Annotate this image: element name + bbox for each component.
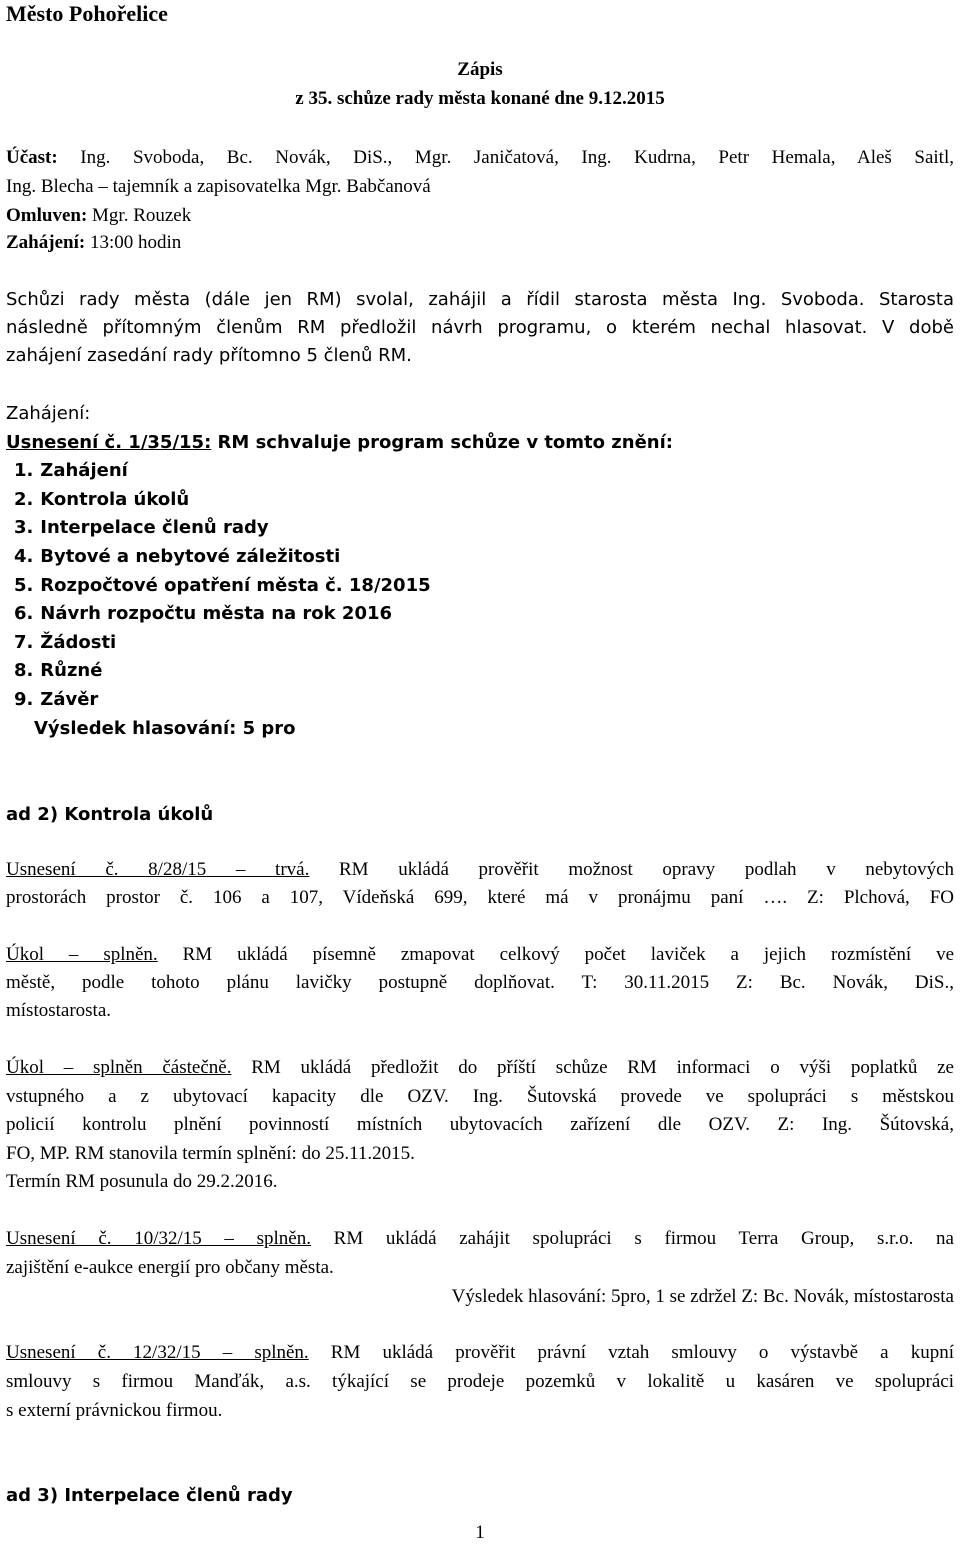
section-3-heading: ad 3) Interpelace členů rady xyxy=(6,1485,293,1506)
intro-paragraph-line-3: zahájení zasedání rady přítomno 5 členů RM. xyxy=(6,345,412,366)
document-title: Zápis xyxy=(457,59,503,80)
attendance-line xyxy=(6,146,954,170)
agenda-item: 8. Různé xyxy=(14,660,103,681)
task-ref: Usnesení č. 8/28/15 – trvá. xyxy=(6,859,310,880)
section-2-heading: ad 2) Kontrola úkolů xyxy=(6,804,214,825)
task-ref: Usnesení č. 10/32/15 – splněn. xyxy=(6,1228,311,1249)
excused-text: Mgr. Rouzek xyxy=(87,205,192,226)
intro-paragraph-line-2: následně přítomným členům RM předložil návrh programu, o kterém nechal hlasovat. V době xyxy=(6,317,954,338)
attendance-members: Ing. Svoboda, Bc. Novák, DiS., Mgr. Janičatová, Ing. Kudrna, Petr Hemala, Aleš Saitl, xyxy=(57,147,954,168)
resolution-ref: Usnesení č. 1/35/15: xyxy=(6,432,212,453)
agenda-item: 1. Zahájení xyxy=(14,460,128,481)
opening-label: Zahájení: xyxy=(6,403,91,424)
agenda-item: 5. Rozpočtové opatření města č. 18/2015 xyxy=(14,575,431,596)
document-subtitle: z 35. schůze rady města konané dne 9.12.2015 xyxy=(295,88,665,109)
agenda-item: 6. Návrh rozpočtu města na rok 2016 xyxy=(14,603,393,624)
start-line xyxy=(6,231,181,255)
task-ref: Usnesení č. 12/32/15 – splněn. xyxy=(6,1342,309,1363)
task-ref: Úkol – splněn. xyxy=(6,944,158,965)
excused-label: Omluven: xyxy=(6,205,88,226)
intro-paragraph-line-1: Schůzi rady města (dále jen RM) svolal, zahájil a řídil starosta města Ing. Svoboda. Starosta xyxy=(6,289,954,310)
agenda-item: 3. Interpelace členů rady xyxy=(14,517,269,538)
start-text: 13:00 hodin xyxy=(85,232,182,253)
city-header: Město Pohořelice xyxy=(6,1,168,26)
program-resolution xyxy=(6,431,673,455)
agenda-item: 2. Kontrola úkolů xyxy=(14,489,190,510)
agenda-vote-result: Výsledek hlasování: 5 pro xyxy=(34,718,296,739)
task-ref: Úkol – splněn částečně. xyxy=(6,1057,232,1078)
attendance-line-2: Ing. Blecha – tajemník a zapisovatelka Mgr. Babčanová xyxy=(6,176,431,197)
start-label: Zahájení: xyxy=(6,232,86,253)
task-vote-result: Výsledek hlasování: 5pro, 1 se zdržel Z: Bc. Novák, místostarosta xyxy=(451,1286,954,1307)
page-number: 1 xyxy=(475,1522,485,1543)
excused-line xyxy=(6,204,191,228)
attendance-label: Účast: xyxy=(6,147,58,168)
agenda-item: 4. Bytové a nebytové záležitosti xyxy=(14,546,341,567)
resolution-text: RM schvaluje program schůze v tomto znění: xyxy=(211,432,673,453)
agenda-item: 7. Žádosti xyxy=(14,632,117,653)
agenda-item: 9. Závěr xyxy=(14,689,99,710)
